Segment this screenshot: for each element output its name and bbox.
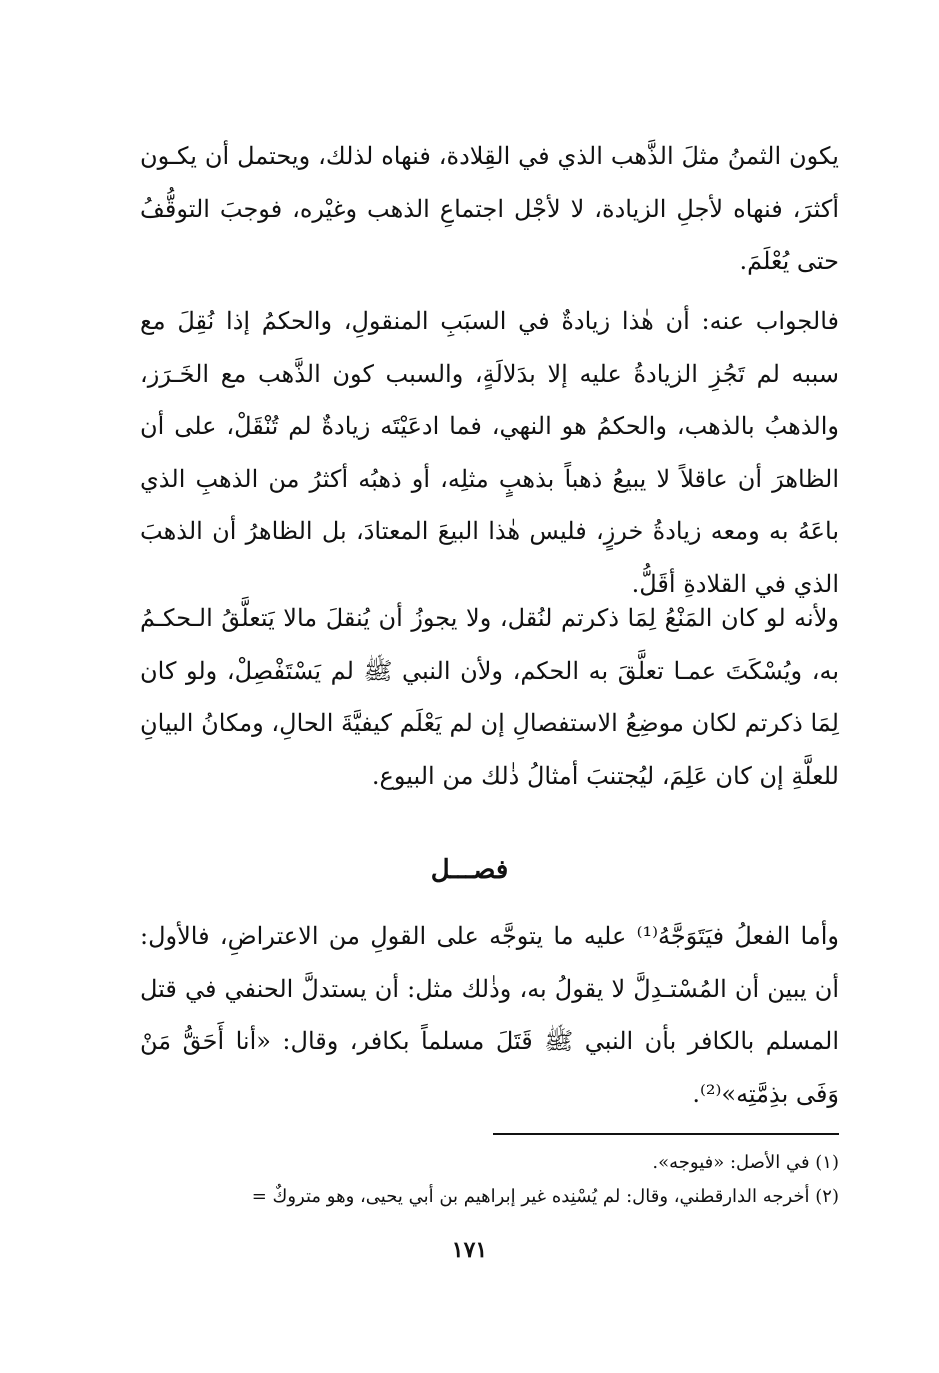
paragraph-3-text: ولأنه لو كان المَنْعُ لِمَا ذكرتم لنُقل، ولا يجوزُ أن يُنقلَ مالا يَتعلَّقُ الـحكـمُ به، ويُسْكَتَ عمـا تعلَّقَ به الحكم، ولأن النبي ﷺ لم يَسْتَفْصِلْ، ولو كان لِمَا ذكرتم لكان موضِعُ الاستفصالِ إن لم يَعْلَم كيفيَّةَ الحالِ، ومكانُ البيانِ للعلَّةِ إن كان عَلِمَ، ليُجتنبَ أمثالُ ذٰلك من البيوع. bbox=[140, 604, 839, 790]
footnote-divider bbox=[493, 1133, 839, 1135]
paragraph-2-text: فالجواب عنه: أن هٰذا زيادةٌ في السبَبِ المنقولِ، والحكمُ إذا نُقِلَ مع سببه لم تَجُزِ الزيادةُ عليه إلا بدَلالَةٍ، والسبب كون الذَّهب مع الخَـرَز، والذهبُ بالذهب، والحكمُ هو النهي، فما ادعَيْتَه زيادةٌ لم تُنْقَلْ، على أن الظاهرَ أن عاقلاً لا يبيعُ ذهباً بذهبٍ مثلِه، أو ذهبُه أكثرُ من الذهبِ الذي باعَهُ به ومعه زيادةُ خرزٍ، فليس هٰذا البيعَ المعتادَ، بل الظاهرُ أن الذهبَ الذي في القلادةِ أقَلُّ. bbox=[140, 307, 839, 598]
page-number: ١٧١ bbox=[451, 1237, 488, 1263]
paragraph-4 bbox=[140, 910, 839, 1120]
paragraph-1-text: يكون الثمنُ مثلَ الذَّهب الذي في القِلادة، فنهاه لذلك، ويحتمل أن يكـون أكثرَ، فنهاه لأجلِ الزيادة، لا لأجْل اجتماعِ الذهب وغيْره، فوجبَ التوقُّفُ حتى يُعْلَمَ. bbox=[140, 142, 839, 275]
section-heading: فصـــل bbox=[430, 855, 509, 885]
paragraph-1 bbox=[140, 130, 839, 288]
footnote-1: (١) في الأصل: «فيوجه». bbox=[652, 1152, 839, 1173]
footnotes bbox=[100, 1146, 839, 1214]
footnote-2: (٢) أخرجه الدارقطني، وقال: لم يُسْنِده غير إبراهيم بن أبي يحيى، وهو متروكٌ = bbox=[251, 1186, 839, 1207]
paragraph-4-text: وأما الفعلُ فيَتَوَجَّهُ⁽¹⁾ عليه ما يتوجَّه على القولِ من الاعتراضِ، فالأول: أن يبين أن المُسْتـدِلَّ لا يقولُ به، وذٰلك مثل: أن يستدلَّ الحنفي في قتل المسلم بالكافر بأن النبي ﷺ قَتَلَ مسلماً بكافر، وقال: «أنا أَحَقُّ مَنْ وَفَى بذِمَّتِه»⁽²⁾. bbox=[140, 922, 839, 1108]
paragraph-3 bbox=[140, 592, 839, 802]
paragraph-2 bbox=[140, 295, 839, 610]
